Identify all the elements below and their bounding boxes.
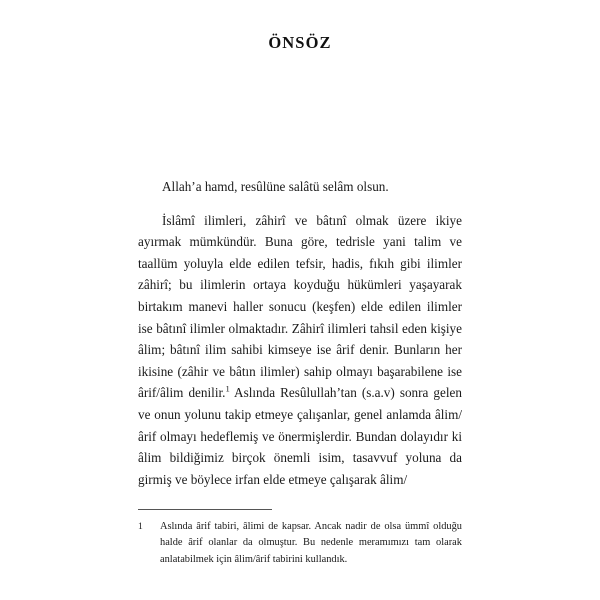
- paragraph-salutation: Allah’a hamd, resûlüne salâtü selâm olsun.: [162, 179, 389, 194]
- footnote-block: [138, 509, 462, 568]
- paragraph-main-text-after-footnote: Aslında Resûlullah’tan (s.a.v) sonra gelen ve onun yolunu takip etmeye çalışanlar, genel anlamda âlim/ârif olmayı hedeflemiş ve önermişlerdir. Bundan dolayıdır ki âlim bildiğimiz birçok önemli isim, tasavvuf yoluna da girmiş ve böylece irfan elde etmeye çalışarak âlim/: [138, 385, 462, 487]
- paragraph-main: [138, 210, 462, 491]
- paragraph-main-text-before-footnote: İslâmî ilimleri, zâhirî ve bâtınî olmak üzere ikiye ayırmak mümkündür. Buna göre, tedrisle yani talim ve taallüm yoluyla elde edilen tefsir, hadis, fıkıh gibi ilimler zâhirî; bu ilimlerin ortaya koyduğu hükümleri yaşayarak birtakım manevi haller sonucu (keşfen) elde edilen ilimler ise bâtınî ilimler olmaktadır. Zâhirî ilimleri tahsil eden kişiye âlim; bâtınî ilim sahibi kimseye ise ârif denir. Bunların her ikisine (zâhir ve bâtın ilimler) sahip olmayı başarabilene ise ârif/âlim denilir.: [138, 212, 462, 401]
- body-text-column: [138, 176, 462, 490]
- page-title: ÖNSÖZ: [268, 33, 332, 52]
- footnote-marker-1: 1: [138, 521, 143, 532]
- footnote-separator-rule: [138, 509, 272, 510]
- footnote-text-1: Aslında ârif tabiri, âlimi de kapsar. Ancak nadir de olsa ümmî olduğu halde ârif olanlar da olmuştur. Bu nedenle meramımızı tam olarak anlatabilmek için âlim/ârif tabirini kullandık.: [160, 521, 462, 565]
- footnote-item: [138, 519, 462, 568]
- footnote-reference-1[interactable]: 1: [225, 383, 230, 394]
